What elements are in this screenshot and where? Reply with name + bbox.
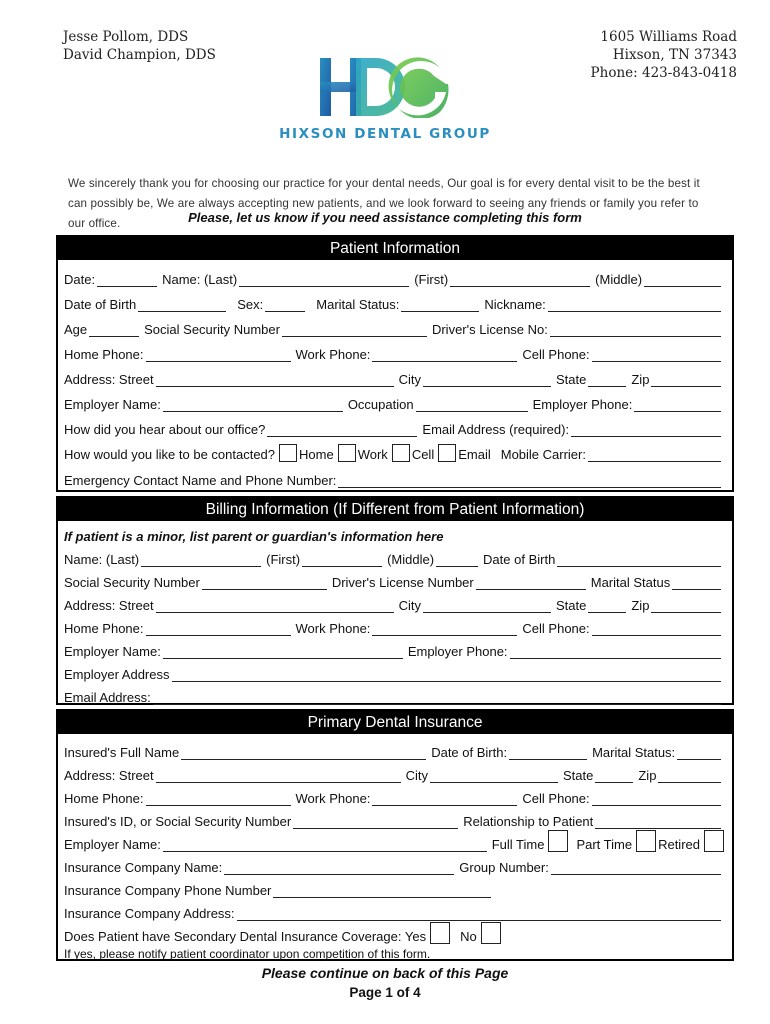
page-number: Page 1 of 4 bbox=[349, 985, 421, 1000]
billing-cell-phone-field[interactable] bbox=[592, 621, 721, 636]
row-insurance-company bbox=[64, 853, 726, 875]
insured-street-field[interactable] bbox=[156, 768, 401, 783]
label-date: Date: bbox=[64, 272, 96, 287]
label-work-phone: Work Phone: bbox=[295, 347, 371, 362]
label-employer-address: Employer Address bbox=[64, 667, 170, 682]
row-billing-address bbox=[64, 591, 726, 613]
label-city: City bbox=[405, 768, 428, 783]
intro-paragraph: We sincerely thank you for choosing our practice for your dental needs, Our goal is for every dental visit to be the best it can possibly be, We are always accepting new patients, and we look forward to seeing any friends or family you refer to our office. bbox=[68, 177, 700, 230]
row-billing-employer bbox=[64, 637, 726, 659]
label-marital: Marital Status: bbox=[592, 745, 676, 760]
row-age bbox=[64, 315, 726, 337]
marital-field[interactable] bbox=[401, 297, 479, 312]
row-contact-preference bbox=[64, 440, 726, 462]
row-phones bbox=[64, 340, 726, 362]
label-opt-cell: Cell bbox=[411, 447, 435, 462]
nickname-field[interactable] bbox=[548, 297, 721, 312]
sex-field[interactable] bbox=[265, 297, 305, 312]
row-company-address bbox=[64, 899, 726, 921]
billing-license-field[interactable] bbox=[476, 575, 586, 590]
label-state: State bbox=[556, 598, 587, 613]
checkbox-work[interactable] bbox=[338, 444, 356, 462]
label-employer-phone: Employer Phone: bbox=[407, 644, 508, 659]
cell-phone-field[interactable] bbox=[592, 347, 721, 362]
row-employer bbox=[64, 390, 726, 412]
row-insured-name bbox=[64, 738, 726, 760]
row-emergency bbox=[64, 466, 726, 488]
row-insured-id bbox=[64, 807, 726, 829]
billing-employer-phone-field[interactable] bbox=[510, 644, 721, 659]
dentist-names bbox=[63, 28, 216, 64]
label-ssn: Social Security Number bbox=[64, 575, 200, 590]
billing-ssn-field[interactable] bbox=[202, 575, 327, 590]
insured-name-field[interactable] bbox=[181, 745, 426, 760]
dob-field[interactable] bbox=[138, 297, 226, 312]
label-hear: How did you hear about our office? bbox=[64, 422, 266, 437]
billing-last-name-field[interactable] bbox=[141, 552, 261, 567]
label-marital: Marital Status: bbox=[316, 297, 400, 312]
label-name-last: Name: (Last) bbox=[64, 552, 140, 567]
row-billing-name bbox=[64, 545, 726, 567]
label-home-phone: Home Phone: bbox=[64, 621, 144, 636]
dentist-1: Jesse Pollom, DDS bbox=[63, 29, 189, 45]
insured-home-phone-field[interactable] bbox=[146, 791, 291, 806]
zip-field[interactable] bbox=[651, 372, 721, 387]
practice-address bbox=[591, 28, 737, 82]
label-insured-name: Insured's Full Name bbox=[64, 745, 180, 760]
label-address: Address: Street bbox=[64, 372, 154, 387]
section-title: Billing Information (If Different from Patient Information) bbox=[58, 498, 732, 521]
label-contact: How would you like to be contacted? bbox=[64, 447, 276, 462]
label-opt-email: Email bbox=[458, 447, 491, 462]
license-field[interactable] bbox=[550, 322, 721, 337]
insured-zip-field[interactable] bbox=[658, 768, 721, 783]
section-title: Patient Information bbox=[58, 237, 732, 260]
billing-state-field[interactable] bbox=[588, 598, 626, 613]
row-dob bbox=[64, 290, 726, 312]
primary-insurance-section bbox=[56, 709, 734, 961]
label-home-phone: Home Phone: bbox=[64, 791, 144, 806]
label-nickname: Nickname: bbox=[484, 297, 546, 312]
ssn-field[interactable] bbox=[282, 322, 427, 337]
street-field[interactable] bbox=[156, 372, 394, 387]
hdg-logo bbox=[270, 56, 500, 146]
row-insured-employer bbox=[64, 830, 726, 852]
assistance-note: Please, let us know if you need assistance completing this form bbox=[188, 210, 582, 225]
label-secondary: Does Patient have Secondary Dental Insurance Coverage: Yes bbox=[64, 929, 427, 944]
label-zip: Zip bbox=[631, 372, 650, 387]
label-state: State bbox=[563, 768, 594, 783]
label-address: Address: Street bbox=[64, 768, 154, 783]
label-employer-phone: Employer Phone: bbox=[532, 397, 633, 412]
checkbox-home[interactable] bbox=[279, 444, 297, 462]
checkbox-full-time[interactable] bbox=[548, 830, 568, 852]
company-name-field[interactable] bbox=[224, 860, 454, 875]
checkbox-email[interactable] bbox=[438, 444, 456, 462]
employer-phone-field[interactable] bbox=[634, 397, 721, 412]
age-field[interactable] bbox=[89, 322, 139, 337]
label-zip: Zip bbox=[638, 768, 657, 783]
row-billing-email bbox=[64, 683, 726, 705]
row-referral bbox=[64, 415, 726, 437]
label-cell-phone: Cell Phone: bbox=[522, 347, 590, 362]
dentist-2: David Champion, DDS bbox=[63, 47, 216, 63]
address-phone: Phone: 423-843-0418 bbox=[590, 65, 737, 81]
billing-employer-address-field[interactable] bbox=[172, 667, 722, 682]
label-middle: (Middle) bbox=[595, 272, 643, 287]
logo-wordmark: HIXSON DENTAL GROUP bbox=[279, 126, 491, 142]
label-city: City bbox=[398, 598, 421, 613]
employer-field[interactable] bbox=[163, 397, 343, 412]
billing-marital-field[interactable] bbox=[672, 575, 721, 590]
label-email: Email Address (required): bbox=[422, 422, 570, 437]
label-ssn: Social Security Number bbox=[144, 322, 280, 337]
billing-email-field[interactable] bbox=[153, 690, 721, 705]
label-dob: Date of Birth: bbox=[431, 745, 508, 760]
checkbox-part-time[interactable] bbox=[636, 830, 656, 852]
label-opt-work: Work bbox=[357, 447, 388, 462]
insured-id-field[interactable] bbox=[293, 814, 458, 829]
row-billing-phones bbox=[64, 614, 726, 636]
label-emergency: Emergency Contact Name and Phone Number: bbox=[64, 473, 337, 488]
hdg-logo-mark bbox=[320, 56, 450, 118]
insured-cell-phone-field[interactable] bbox=[592, 791, 721, 806]
section-title: Primary Dental Insurance bbox=[58, 711, 732, 734]
label-age: Age bbox=[64, 322, 88, 337]
city-field[interactable] bbox=[423, 372, 551, 387]
state-field[interactable] bbox=[588, 372, 626, 387]
label-employer: Employer Name: bbox=[64, 644, 161, 659]
label-part-time: Part Time bbox=[576, 837, 633, 852]
billing-information-section bbox=[56, 496, 734, 705]
label-marital: Marital Status bbox=[590, 575, 671, 590]
label-first: (First) bbox=[266, 552, 301, 567]
row-address bbox=[64, 365, 726, 387]
last-name-field[interactable] bbox=[239, 272, 409, 287]
label-city: City bbox=[398, 372, 421, 387]
relationship-field[interactable] bbox=[595, 814, 721, 829]
address-street: 1605 Williams Road bbox=[600, 29, 737, 45]
insured-employer-field[interactable] bbox=[163, 837, 487, 852]
carrier-field[interactable] bbox=[588, 447, 721, 462]
label-company-address: Insurance Company Address: bbox=[64, 906, 235, 921]
label-name-last: Name: (Last) bbox=[162, 272, 238, 287]
label-employer: Employer Name: bbox=[64, 837, 161, 852]
label-home-phone: Home Phone: bbox=[64, 347, 144, 362]
insured-marital-field[interactable] bbox=[677, 745, 721, 760]
insured-work-phone-field[interactable] bbox=[372, 791, 517, 806]
row-minor-note bbox=[64, 522, 726, 544]
label-company-name: Insurance Company Name: bbox=[64, 860, 223, 875]
email-field[interactable] bbox=[571, 422, 721, 437]
continue-note: Please continue on back of this Page bbox=[261, 965, 509, 981]
label-work-phone: Work Phone: bbox=[295, 621, 371, 636]
group-number-field[interactable] bbox=[551, 860, 721, 875]
billing-middle-field[interactable] bbox=[436, 552, 478, 567]
label-license: Driver's License Number bbox=[331, 575, 474, 590]
label-carrier: Mobile Carrier: bbox=[500, 447, 586, 462]
billing-first-name-field[interactable] bbox=[302, 552, 382, 567]
row-billing-ssn bbox=[64, 568, 726, 590]
occupation-field[interactable] bbox=[416, 397, 528, 412]
checkbox-cell[interactable] bbox=[392, 444, 410, 462]
insured-dob-field[interactable] bbox=[509, 745, 587, 760]
company-phone-field[interactable] bbox=[273, 883, 491, 898]
label-zip: Zip bbox=[631, 598, 650, 613]
billing-zip-field[interactable] bbox=[651, 598, 721, 613]
billing-dob-field[interactable] bbox=[557, 552, 721, 567]
insured-state-field[interactable] bbox=[595, 768, 633, 783]
label-dob: Date of Birth bbox=[64, 297, 137, 312]
company-address-field[interactable] bbox=[237, 906, 721, 921]
row-patient-name bbox=[64, 265, 726, 287]
label-group-number: Group Number: bbox=[459, 860, 549, 875]
billing-street-field[interactable] bbox=[156, 598, 394, 613]
address-city: Hixson, TN 37343 bbox=[612, 47, 737, 63]
first-name-field[interactable] bbox=[450, 272, 590, 287]
label-insured-id: Insured's ID, or Social Security Number bbox=[64, 814, 292, 829]
label-work-phone: Work Phone: bbox=[295, 791, 371, 806]
emergency-field[interactable] bbox=[338, 473, 721, 488]
label-opt-home: Home bbox=[299, 447, 334, 462]
label-relationship: Relationship to Patient bbox=[463, 814, 594, 829]
insured-city-field[interactable] bbox=[430, 768, 558, 783]
label-retired: Retired bbox=[658, 837, 700, 852]
label-license: Driver's License No: bbox=[431, 322, 548, 337]
billing-home-phone-field[interactable] bbox=[146, 621, 291, 636]
row-notify bbox=[64, 939, 726, 961]
billing-city-field[interactable] bbox=[423, 598, 551, 613]
label-first: (First) bbox=[414, 272, 449, 287]
label-no: No bbox=[460, 929, 477, 944]
referral-field[interactable] bbox=[267, 422, 417, 437]
label-sex: Sex: bbox=[237, 297, 264, 312]
label-middle: (Middle) bbox=[387, 552, 435, 567]
row-insured-phones bbox=[64, 784, 726, 806]
row-billing-employer-address bbox=[64, 660, 726, 682]
billing-employer-field[interactable] bbox=[163, 644, 403, 659]
label-full-time: Full Time bbox=[491, 837, 545, 852]
label-employer: Employer Name: bbox=[64, 397, 161, 412]
label-occupation: Occupation bbox=[347, 397, 414, 412]
date-field[interactable] bbox=[97, 272, 157, 287]
row-insured-address bbox=[64, 761, 726, 783]
billing-work-phone-field[interactable] bbox=[372, 621, 517, 636]
notify-note: If yes, please notify patient coordinator upon competition of this form. bbox=[64, 947, 431, 961]
label-state: State bbox=[556, 372, 587, 387]
minor-note: If patient is a minor, list parent or guardian's information here bbox=[64, 529, 444, 544]
middle-name-field[interactable] bbox=[644, 272, 721, 287]
label-cell-phone: Cell Phone: bbox=[522, 621, 590, 636]
label-email: Email Address: bbox=[64, 690, 151, 705]
label-company-phone: Insurance Company Phone Number bbox=[64, 883, 272, 898]
patient-information-section bbox=[56, 235, 734, 492]
checkbox-retired[interactable] bbox=[704, 830, 724, 852]
label-address: Address: Street bbox=[64, 598, 154, 613]
label-dob: Date of Birth bbox=[483, 552, 556, 567]
work-phone-field[interactable] bbox=[372, 347, 517, 362]
home-phone-field[interactable] bbox=[146, 347, 291, 362]
label-cell-phone: Cell Phone: bbox=[522, 791, 590, 806]
row-company-phone bbox=[64, 876, 726, 898]
